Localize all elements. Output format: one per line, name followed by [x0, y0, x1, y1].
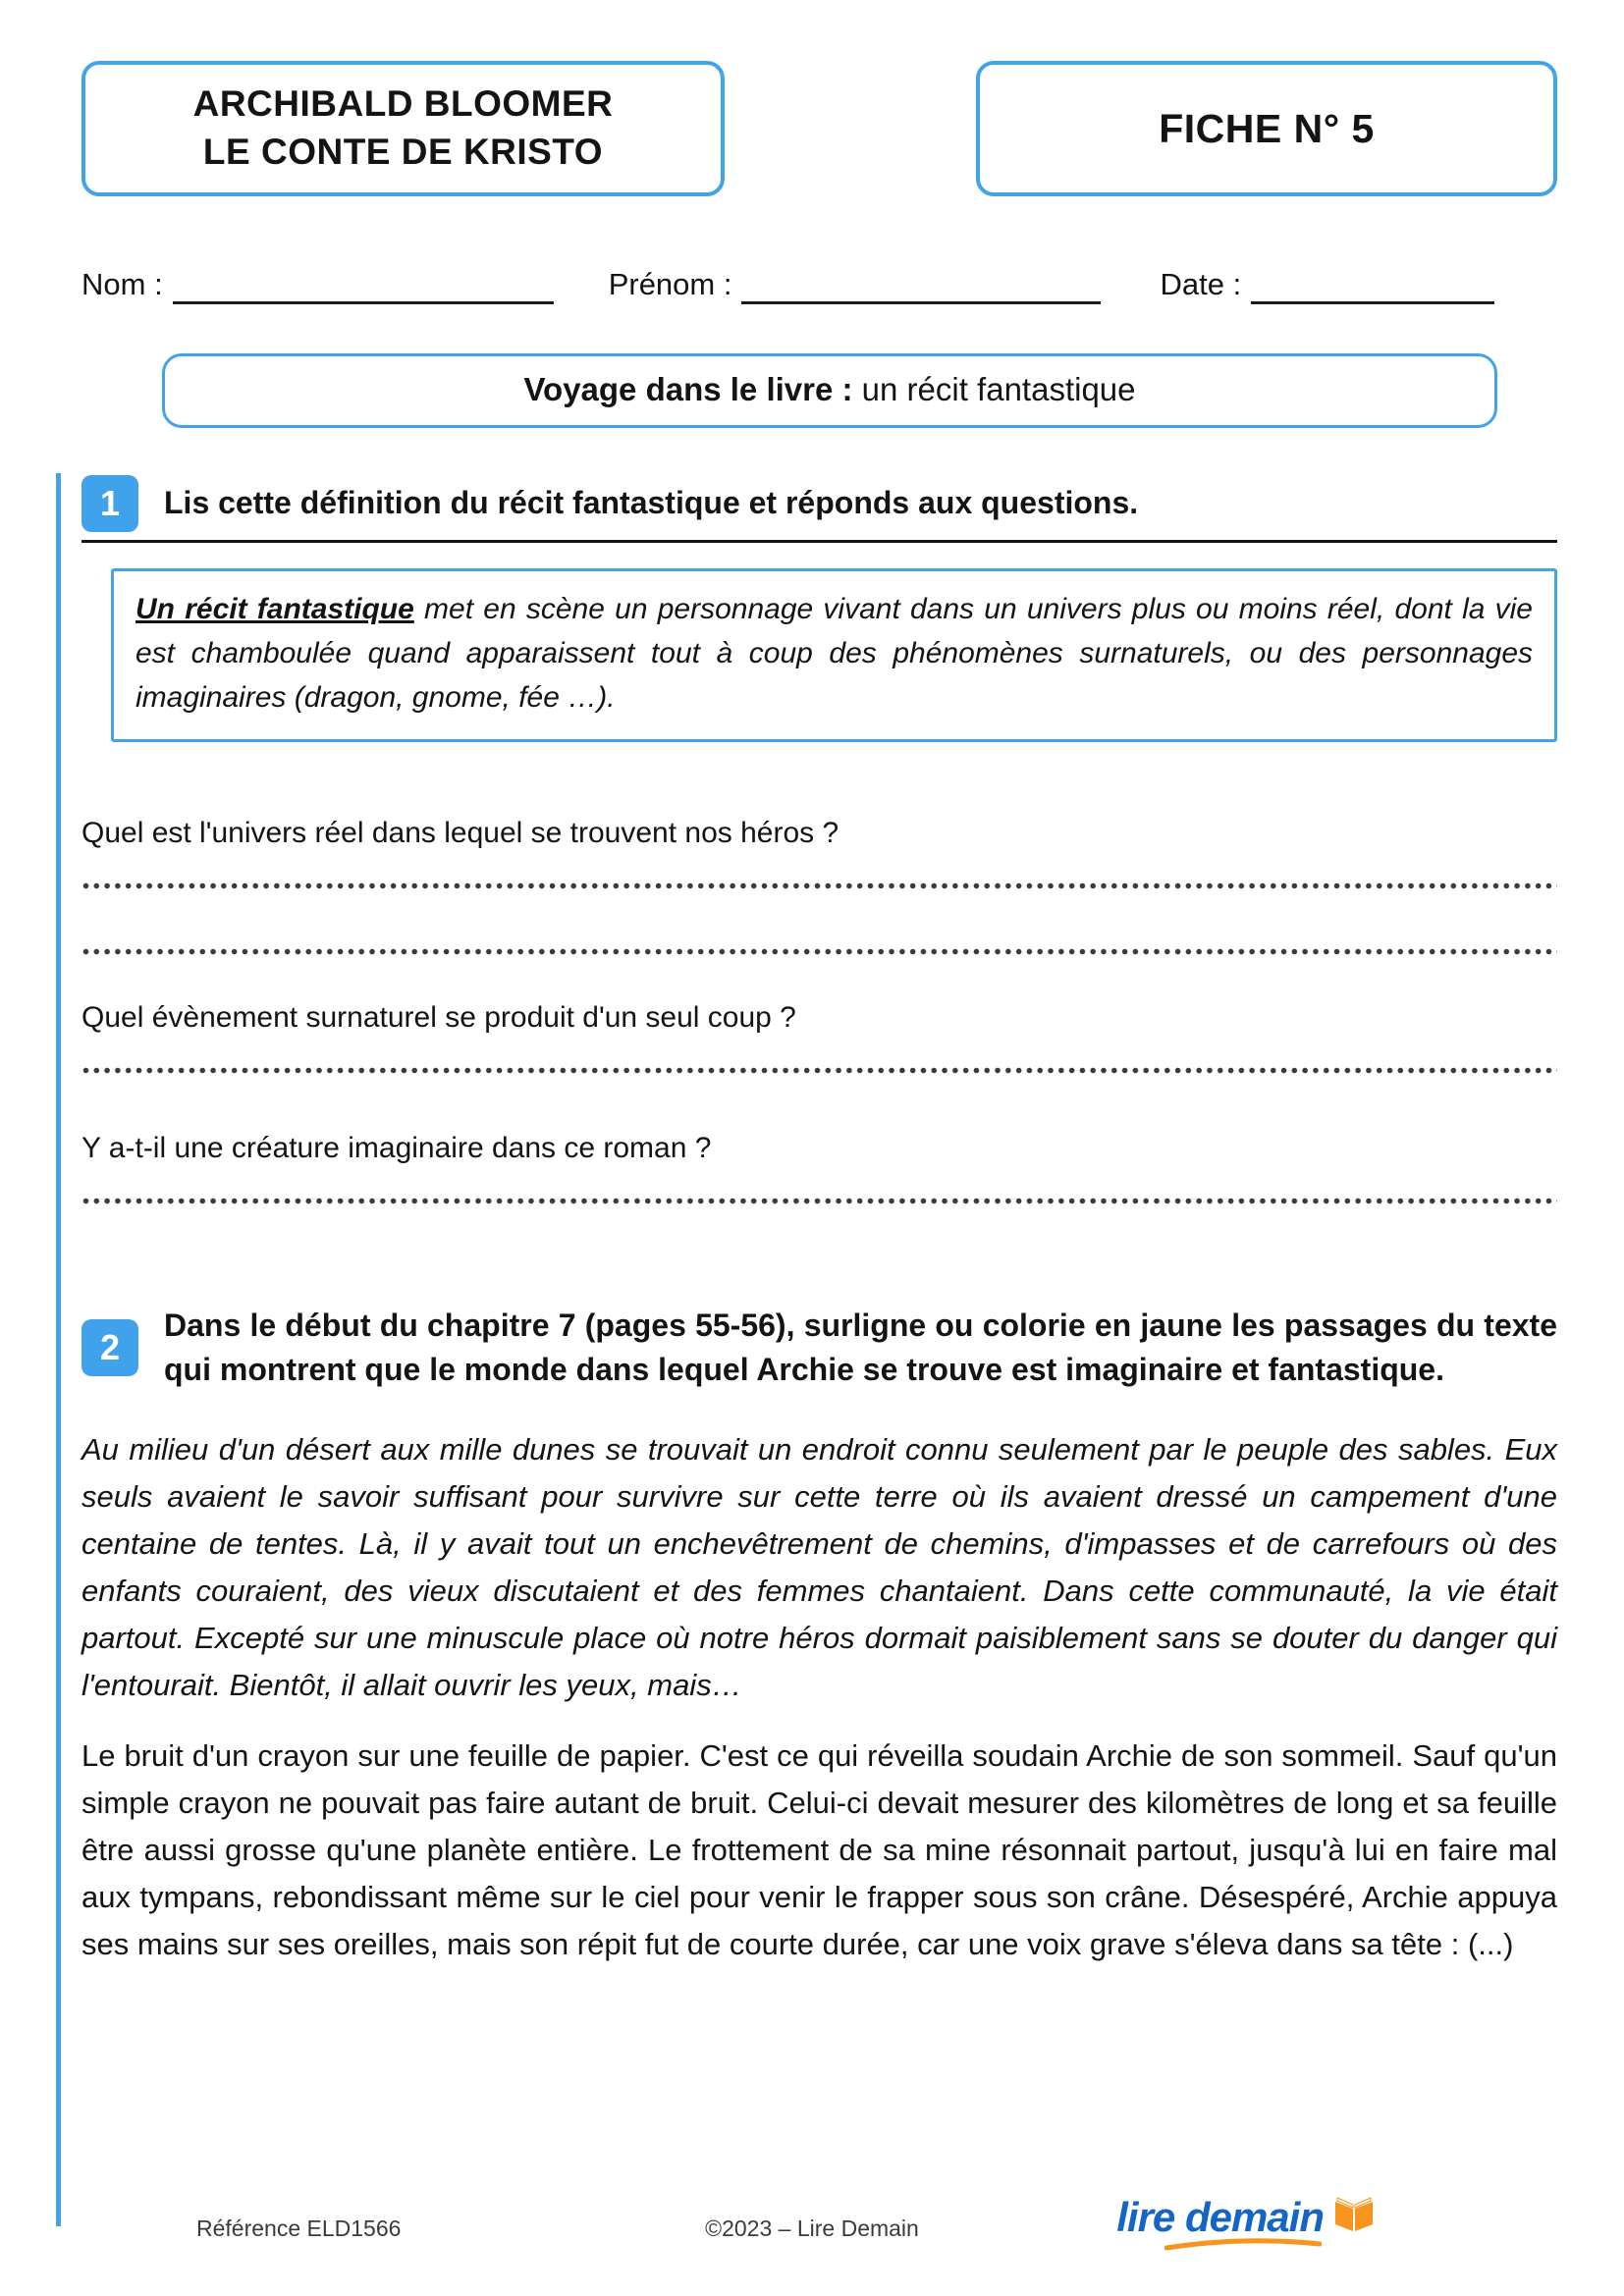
fiche-number-box [976, 61, 1557, 196]
answer-line [81, 881, 1557, 890]
prenom-label: Prénom : [608, 267, 732, 301]
section1-heading: Lis cette définition du récit fantastique et réponds aux questions. [164, 485, 1139, 521]
logo-text: lire demain [1116, 2194, 1324, 2241]
section2-header [81, 1304, 1557, 1393]
title-banner [162, 353, 1497, 428]
nom-label: Nom : [81, 267, 163, 301]
header-row [81, 61, 1557, 196]
definition-lead: Un récit fantastique [135, 593, 414, 625]
question-2: Quel évènement surnaturel se produit d'un seul coup ? [81, 1001, 796, 1034]
passage-paragraph-2: Le bruit d'un crayon sur une feuille de papier. C'est ce qui réveilla soudain Archie de son sommeil. Sauf qu'un simple crayon ne pouvait pas faire autant de bruit. Celui-ci devait mesurer des kilomètres de long et sa feuille être aussi grosse qu'une planète entière. Le frottement de sa mine résonnait partout, jusqu'à lui en faire mal aux tympans, rebondissant même sur le ciel pour venir le frapper sous son crâne. Désespéré, Archie appuya ses mains sur ses oreilles, mais son répit fut de courte durée, car une voix grave s'éleva dans sa tête : (...) [81, 1738, 1557, 1962]
banner-regular-text: un récit fantastique [852, 371, 1136, 407]
date-write-line [1251, 268, 1494, 304]
footer-reference: Référence ELD1566 [196, 2216, 402, 2241]
definition-body: met en scène un personnage vivant dans un univers plus ou moins réel, dont la vie est chamboulée quand apparaissent tout à coup des phénomènes surnaturels, ou des personnages imaginaires (dragon, gnome, fée …). [135, 593, 1533, 714]
banner-bold-text: Voyage dans le livre : [523, 371, 853, 407]
footer [0, 2194, 1624, 2263]
prenom-write-line [741, 268, 1101, 304]
footer-copyright: ©2023 – Lire Demain [705, 2216, 919, 2241]
question-3: Y a-t-il une créature imaginaire dans ce roman ? [81, 1132, 712, 1164]
answer-line [81, 947, 1557, 956]
date-label: Date : [1160, 267, 1242, 301]
fiche-label: FICHE N° 5 [1159, 105, 1375, 151]
lire-demain-logo [1116, 2194, 1377, 2241]
logo-swoosh-icon [1164, 2235, 1322, 2251]
answer-line [81, 1197, 1557, 1205]
passage-paragraph-1: Au milieu d'un désert aux mille dunes se trouvait un endroit connu seulement par le peuple des sables. Eux seuls avaient le savoir suffisant pour survivre sur cette terre où ils avaient dressé un campement d'une centaine de tentes. Là, il y avait tout un enchevêtrement de chemins, d'impasses et de carrefours où des enfants couraient, des vieux discutaient et des femmes chantaient. Dans cette communauté, la vie était partout. Excepté sur une minuscule place où notre héros dormait paisiblement sans se douter du danger qui l'entourait. Bientôt, il allait ouvrir les yeux, mais… [81, 1431, 1557, 1703]
section2-number-badge: 2 [81, 1319, 138, 1376]
book-title-box [81, 61, 725, 196]
open-book-icon [1331, 2196, 1377, 2235]
identity-row [81, 267, 1557, 304]
nom-write-line [173, 268, 554, 304]
definition-box [111, 568, 1557, 742]
section2-heading: Dans le début du chapitre 7 (pages 55-56), surligne ou colorie en jaune les passages du texte qui montrent que le monde dans lequel Archie se trouve est imaginaire et fantastique. [164, 1308, 1557, 1388]
question-1: Quel est l'univers réel dans lequel se trouvent nos héros ? [81, 817, 839, 849]
book-title-line2: LE CONTE DE KRISTO [202, 132, 604, 172]
section1-rule [81, 540, 1557, 543]
answer-line [81, 1066, 1557, 1075]
section1-number-badge: 1 [81, 475, 138, 532]
book-title-line1: ARCHIBALD BLOOMER [192, 83, 614, 125]
section1-header [81, 475, 1557, 532]
